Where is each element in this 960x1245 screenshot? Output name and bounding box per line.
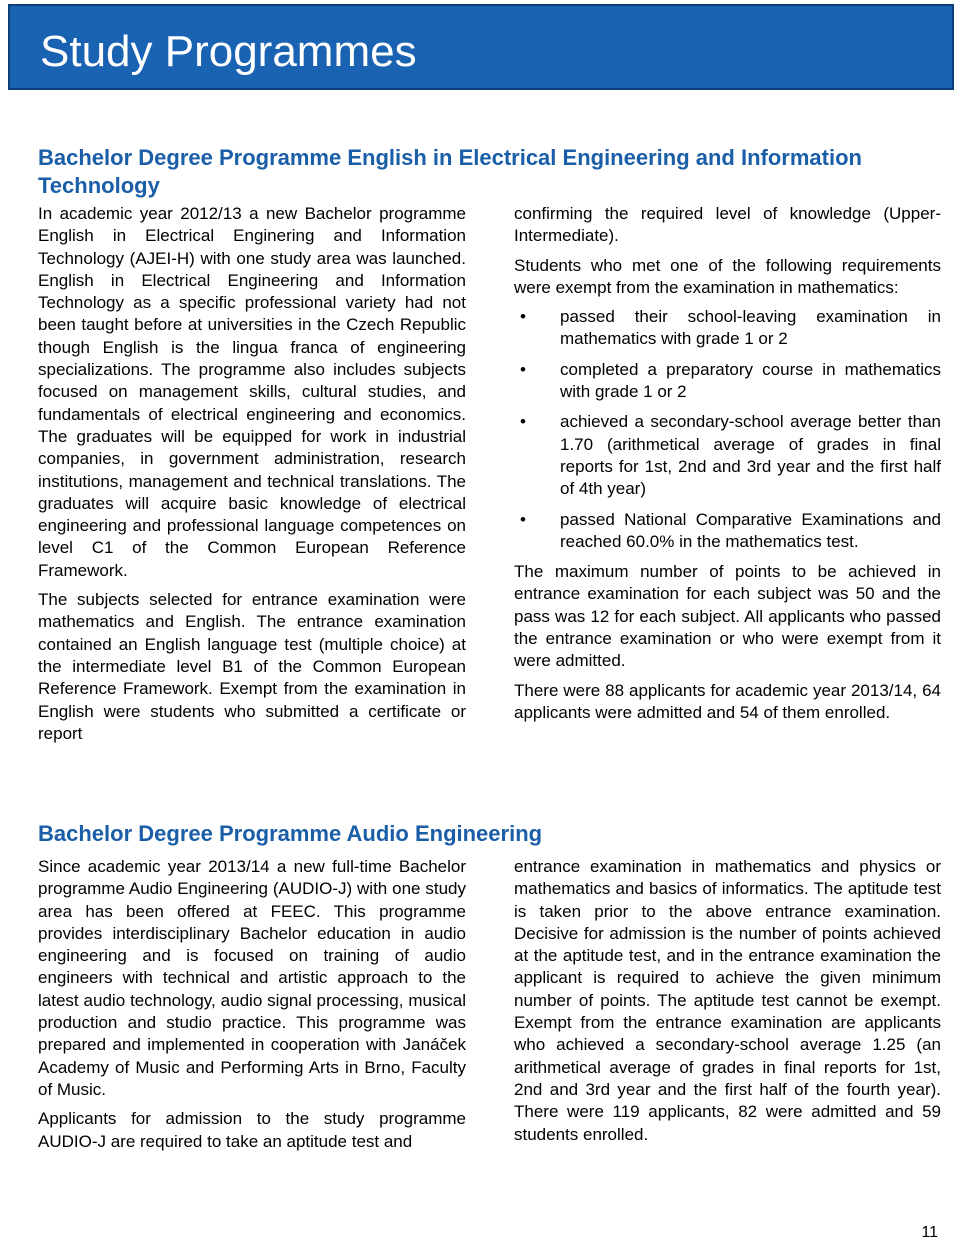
list-item-text: achieved a secondary-school average better than 1.70 (arithmetical average of grades in final reports for 1st, 2nd and 3rd year and the first half of 4th year) xyxy=(560,412,941,499)
bullet-icon: • xyxy=(520,509,526,529)
paragraph: Applicants for admission to the study programme AUDIO-J are required to take an aptitude test and xyxy=(38,1109,466,1151)
bullet-icon: • xyxy=(520,307,526,327)
paragraph: entrance examination in mathematics and physics or mathematics and basics of informatics. The aptitude test is taken prior to the above entrance examination. Decisive for admission is the number of points achieved at the aptitude test, and in the entrance examination the applicant is required to achieve the given minimum number of points. The aptitude test cannot be exempt. Exempt from the entrance examination are applicants who achieved a secondary-school average 1.25 (an arithmetical average of grades in final reports for 1st, 2nd and 3rd year and the first half of the fourth year). There were 119 applicants, 82 were admitted and 59 students enrolled. xyxy=(514,857,941,1144)
exemption-list xyxy=(514,306,941,553)
paragraph: The maximum number of points to be achieved in entrance examination for each subject was 50 and the pass was 12 for each subject. All applicants who passed the entrance examination or who were exempt from it were admitted. xyxy=(514,562,941,671)
section2-right-column xyxy=(514,856,941,1153)
list-item xyxy=(514,306,941,351)
bullet-icon: • xyxy=(520,359,526,379)
paragraph: confirming the required level of knowledge (Upper-Intermediate). xyxy=(514,204,941,246)
list-item-text: passed their school-leaving examination in mathematics with grade 1 or 2 xyxy=(560,307,941,349)
section1-right-column xyxy=(514,203,941,731)
list-item-text: passed National Comparative Examinations and reached 60.0% in the mathematics test. xyxy=(560,509,941,551)
section1-left-column xyxy=(38,203,466,752)
paragraph: The subjects selected for entrance examination were mathematics and English. The entrance examination contained an English language test (multiple choice) at the intermediate level B1 of the Common European Reference Framework. Exempt from the examination in English were students who submitted a certificate or report xyxy=(38,590,466,743)
section2-left-column xyxy=(38,856,466,1160)
page-banner xyxy=(8,4,954,90)
page-number: 11 xyxy=(921,1224,938,1241)
paragraph: In academic year 2012/13 a new Bachelor programme English in Electrical Enginering and Information Technology (AJEI-H) with one study area was launched. English in Electrical Engineering and Information Technology as a specific professional variety had not been taught before at universities in the Czech Republic though English is the lingua franca of engineering specializations. The programme also includes subjects focused on management skills, cultural studies, and fundamentals of electrical engineering and economics. The graduates will be equipped for work in industrial companies, in government administration, research institutions, management and technical translations. The graduates will acquire basic knowledge of electrical engineering and professional language competences on level C1 of the Common European Reference Framework. xyxy=(38,204,466,580)
list-item-text: completed a preparatory course in mathematics with grade 1 or 2 xyxy=(560,359,941,402)
bullet-icon: • xyxy=(520,412,526,432)
section-heading-english-ee: Bachelor Degree Programme English in Electrical Engineering and Information Technology xyxy=(38,145,862,198)
paragraph: Since academic year 2013/14 a new full-time Bachelor programme Audio Engineering (AUDIO-J) with one study area has been offered at FEEC. This programme provides interdisciplinary Bachelor education in audio engineering and is focused on training of audio engineers with technical and artistic approach to the latest audio technology, audio signal processing, musical production and studio practice. This programme was prepared and implemented in cooperation with Janáček Academy of Music and Performing Arts in Brno, Faculty of Music. xyxy=(38,857,466,1099)
paragraph: Students who met one of the following requirements were exempt from the examination in mathematics: xyxy=(514,255,941,297)
paragraph: There were 88 applicants for academic year 2013/14, 64 applicants were admitted and 54 of them enrolled. xyxy=(514,680,941,722)
list-item xyxy=(514,411,941,500)
list-item xyxy=(514,359,941,404)
list-item xyxy=(514,509,941,554)
page-title: Study Programmes xyxy=(40,27,417,76)
section-heading-audio-engineering: Bachelor Degree Programme Audio Engineering xyxy=(38,821,543,846)
